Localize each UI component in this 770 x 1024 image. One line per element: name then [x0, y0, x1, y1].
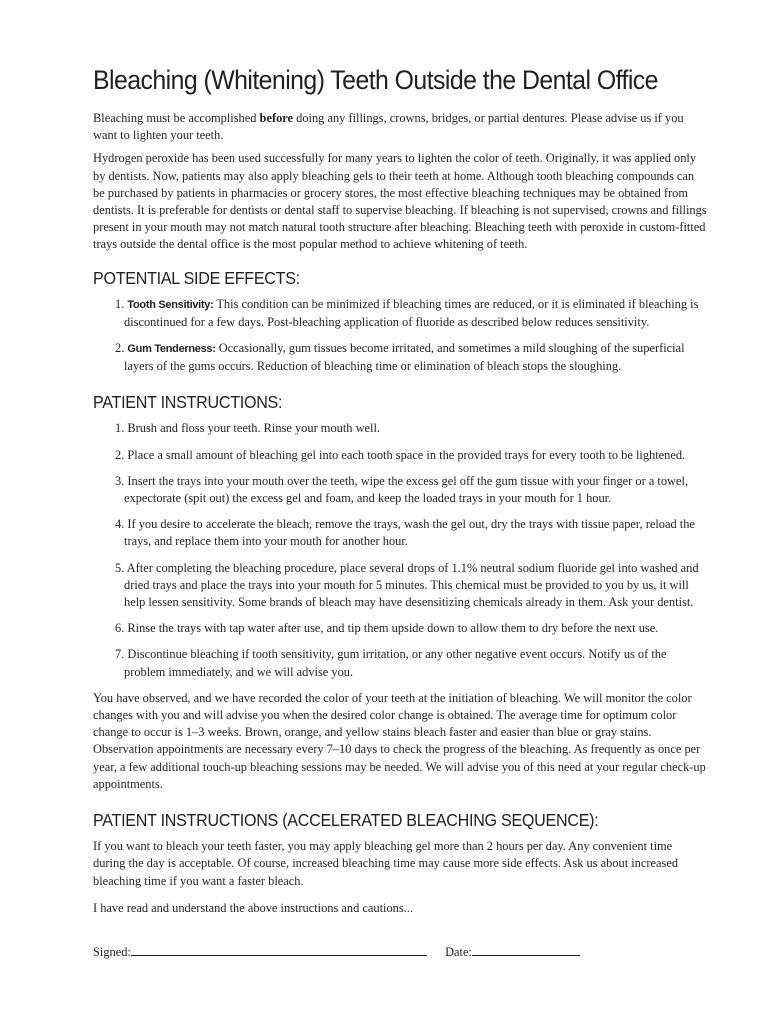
item-text: This condition can be minimized if bleaching times are reduced, or it is eliminated if bleaching is discontinued for a few days. Post-bleaching application of fluoride as described below reduces sensitivity.: [124, 296, 699, 329]
item-number: 1.: [115, 296, 125, 311]
item-term: Gum Tenderness:: [127, 343, 216, 356]
item-term: Tooth Sensitivity:: [127, 298, 214, 311]
signature-row: [93, 943, 707, 960]
list-item: 7. Discontinue bleaching if tooth sensitivity, gum irritation, or any other negative event occurs. Notify us of the problem immediately, and we will advise you.: [115, 647, 667, 679]
intro-bold-word: before: [259, 111, 294, 125]
document-page: [93, 64, 707, 960]
list-item: 5. After completing the bleaching procedure, place several drops of 1.1% neutral sodium fluoride gel into washed and dried trays and place the trays into your mouth for 5 minutes. This chemical must be provided to you by us, it will help lessen sensitivity. Some brands of bleach may have desensitizing chemicals already in them. Ask your dentist.: [115, 560, 699, 610]
list-item: 3. Insert the trays into your mouth over the teeth, wipe the excess gel off the gum tissue with your finger or a towel, expectorate (spit out) the excess gel and foam, and keep the loaded trays in your mouth for 1 hour.: [115, 473, 689, 506]
intro-paragraph-1: [93, 110, 707, 144]
accelerated-heading: PATIENT INSTRUCTIONS (ACCELERATED BLEACHING SEQUENCE):: [93, 810, 599, 831]
item-number: 2.: [115, 341, 125, 356]
date-label: Date:: [445, 944, 472, 959]
side-effects-list: [93, 296, 707, 376]
list-item: [115, 296, 707, 331]
date-line[interactable]: [472, 943, 580, 956]
page-title: Bleaching (Whitening) Teeth Outside the Dental Office: [93, 65, 658, 95]
intro-text-before: Bleaching must be accomplished: [93, 111, 260, 125]
list-item: 4. If you desire to accelerate the bleach, remove the trays, wash the gel out, dry the trays with tissue paper, reload the trays, and replace them into your mouth for another hour.: [115, 517, 695, 549]
observation-paragraph: You have observed, and we have recorded the color of your teeth at the initiation of bleaching. We will monitor the color changes with you and will advise you when the desired color change is obtained. The average time for optimum color change to occur is 1–3 weeks. Brown, orange, and yellow stains bleach faster and easier than blue or gray stains. Observation appointments are necessary every 7–10 days to check the progress of the bleaching. As frequently as once per year, a few additional touch-up bleaching sessions may be needed. We will advise you of this need at your regular check-up appointments.: [93, 690, 706, 791]
list-item: [115, 340, 707, 375]
list-item: 6. Rinse the trays with tap water after use, and tip them upside down to allow them to dry before the next use.: [115, 621, 659, 636]
signature-line[interactable]: [131, 943, 427, 956]
list-item: 2. Place a small amount of bleaching gel into each tooth space in the provided trays for every tooth to be lightened.: [115, 447, 686, 462]
intro-paragraph-2: Hydrogen peroxide has been used successfully for many years to lighten the color of teeth. Originally, it was applied only by dentists. Now, patients may also apply bleaching gels to their teeth at home. Although tooth bleaching compounds can be purchased by patients in pharmacies or grocery stores, the most effective bleaching techniques may be obtained from dentists. It is preferable for dentists or dental staff to supervise bleaching. If bleaching is not supervised, crowns and fillings present in your mouth may not match natural tooth structure after bleaching. Bleaching teeth with peroxide in custom-fitted trays outside the dental office is the most popular method to achieve whitening of teeth.: [93, 151, 707, 252]
signed-label: Signed:: [93, 944, 131, 959]
item-text: Occasionally, gum tissues become irritated, and sometimes a mild sloughing of the superficial layers of the gums occurs. Reduction of bleaching time or elimination of bleach stops the sloughing.: [124, 341, 685, 374]
instructions-list: [93, 420, 707, 680]
side-effects-heading: POTENTIAL SIDE EFFECTS:: [93, 267, 300, 288]
accelerated-paragraph: If you want to bleach your teeth faster, you may apply bleaching gel more than 2 hours per day. Any convenient time during the day is acceptable. Of course, increased bleaching time may cause more side effects. Ask us about increased bleaching time if you want a faster bleach.: [93, 839, 679, 888]
intro-text-after: doing any fillings, crowns, bridges, or partial dentures. Please advise us if you want to lighten your teeth.: [93, 111, 684, 143]
list-item: 1. Brush and floss your teeth. Rinse your mouth well.: [115, 421, 380, 436]
acknowledgement-text: I have read and understand the above instructions and cautions...: [93, 900, 413, 915]
patient-instructions-heading: PATIENT INSTRUCTIONS:: [93, 392, 283, 413]
